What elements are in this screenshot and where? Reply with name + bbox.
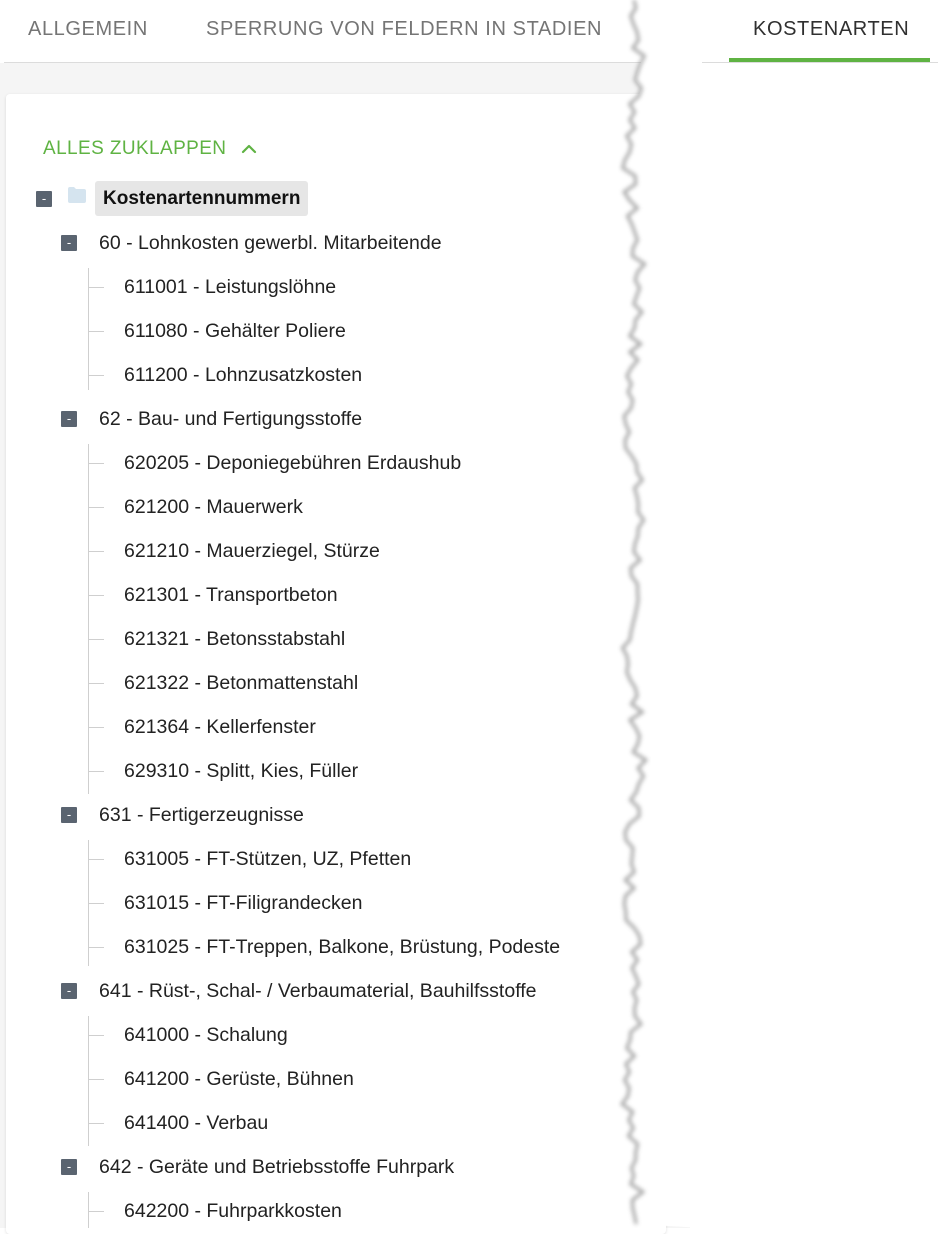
item-label[interactable]: 641200 - Gerüste, Bühnen (124, 1067, 354, 1090)
tree-connector (88, 859, 104, 860)
tree-connector (88, 639, 104, 640)
tree-connector (88, 771, 104, 772)
tree-connector (88, 1192, 89, 1228)
item-label[interactable]: 631005 - FT-Stützen, UZ, Pfetten (124, 847, 412, 870)
group-toggle[interactable]: - (61, 983, 77, 999)
collapse-all-button[interactable] (43, 138, 258, 160)
right-panel-background (690, 63, 938, 1228)
tree-item (124, 756, 358, 786)
tree-connector (88, 683, 104, 684)
item-label[interactable]: 611200 - Lohnzusatzkosten (124, 363, 363, 386)
tree-item (124, 536, 380, 566)
tab-kostenarten[interactable]: KOSTENARTEN (753, 18, 910, 40)
root-toggle[interactable]: - (36, 191, 52, 207)
item-label[interactable]: 641000 - Schalung (124, 1023, 288, 1046)
collapse-all-label: ALLES ZUKLAPPEN (43, 138, 227, 159)
group-label[interactable]: 60 - Lohnkosten gewerbl. Mitarbeitende (99, 231, 442, 254)
item-label[interactable]: 620205 - Deponiegebühren Erdaushub (124, 451, 462, 474)
tree-connector (88, 463, 104, 464)
tab-sperrung-von-feldern[interactable]: SPERRUNG VON FELDERN IN STADIEN (206, 18, 603, 40)
chevron-up-icon (240, 140, 258, 158)
tree-connector (88, 903, 104, 904)
tree-connector (88, 1079, 104, 1080)
group-label[interactable]: 631 - Fertigerzeugnisse (99, 803, 304, 826)
tab-bar (0, 0, 938, 62)
tree-connector (88, 551, 104, 552)
item-label[interactable]: 621322 - Betonmattenstahl (124, 671, 359, 694)
tree-item (124, 1108, 268, 1138)
tree-item (124, 624, 345, 654)
item-label[interactable]: 641400 - Verbau (124, 1111, 269, 1134)
item-label[interactable]: 621210 - Mauerziegel, Stürze (124, 539, 380, 562)
tree-item (124, 492, 303, 522)
item-label[interactable]: 611080 - Gehälter Poliere (124, 319, 346, 342)
tree-group (61, 228, 442, 258)
tree-connector (88, 947, 104, 948)
group-toggle[interactable]: - (61, 411, 77, 427)
group-label[interactable]: 641 - Rüst-, Schal- / Verbaumaterial, Bauhilfsstoffe (99, 979, 537, 1002)
tree-connector (88, 727, 104, 728)
tree-item (124, 888, 362, 918)
tree-item (124, 712, 316, 742)
torn-edge (612, 0, 702, 1228)
item-label[interactable]: 631015 - FT-Filigrandecken (124, 891, 363, 914)
group-toggle[interactable]: - (61, 1159, 77, 1175)
tree-item (124, 272, 336, 302)
tree-item (124, 668, 358, 698)
tree-item (124, 1064, 354, 1094)
tree-item (124, 1020, 288, 1050)
tree-item (124, 360, 362, 390)
tree-group (61, 1152, 454, 1182)
group-label[interactable]: 642 - Geräte und Betriebsstoffe Fuhrpark (99, 1155, 455, 1178)
item-label[interactable]: 611001 - Leistungslöhne (124, 275, 337, 298)
tree-group (61, 800, 304, 830)
group-toggle[interactable]: - (61, 807, 77, 823)
item-label[interactable]: 631025 - FT-Treppen, Balkone, Brüstung, Podeste (124, 935, 561, 958)
tree-group (61, 976, 537, 1006)
tree-connector (88, 1211, 104, 1212)
item-label[interactable]: 642200 - Fuhrparkkosten (124, 1199, 342, 1222)
tree-group (61, 404, 362, 434)
item-label[interactable]: 621321 - Betonsstabstahl (124, 627, 346, 650)
tree-card (6, 94, 666, 1234)
group-toggle[interactable]: - (61, 235, 77, 251)
tree-connector (88, 1035, 104, 1036)
tree-connector (88, 287, 104, 288)
folder-icon (68, 187, 86, 203)
tree-item (124, 932, 560, 962)
root-node (36, 184, 52, 214)
root-node-label[interactable]: Kostenartennummern (95, 181, 308, 216)
tree-item (124, 844, 411, 874)
tree-connector (88, 444, 89, 794)
tree-connector (88, 1123, 104, 1124)
item-label[interactable]: 621301 - Transportbeton (124, 583, 338, 606)
tree-item (124, 580, 338, 610)
tree-item (124, 316, 346, 346)
tree-connector (88, 595, 104, 596)
tree-item (124, 1196, 342, 1226)
tree-connector (88, 375, 104, 376)
item-label[interactable]: 621200 - Mauerwerk (124, 495, 303, 518)
tab-allgemein[interactable]: ALLGEMEIN (28, 18, 148, 40)
tree-connector (88, 331, 104, 332)
tree-item (124, 448, 461, 478)
tree-connector (88, 507, 104, 508)
group-label[interactable]: 62 - Bau- und Fertigungsstoffe (99, 407, 363, 430)
item-label[interactable]: 629310 - Splitt, Kies, Füller (124, 759, 359, 782)
item-label[interactable]: 621364 - Kellerfenster (124, 715, 316, 738)
